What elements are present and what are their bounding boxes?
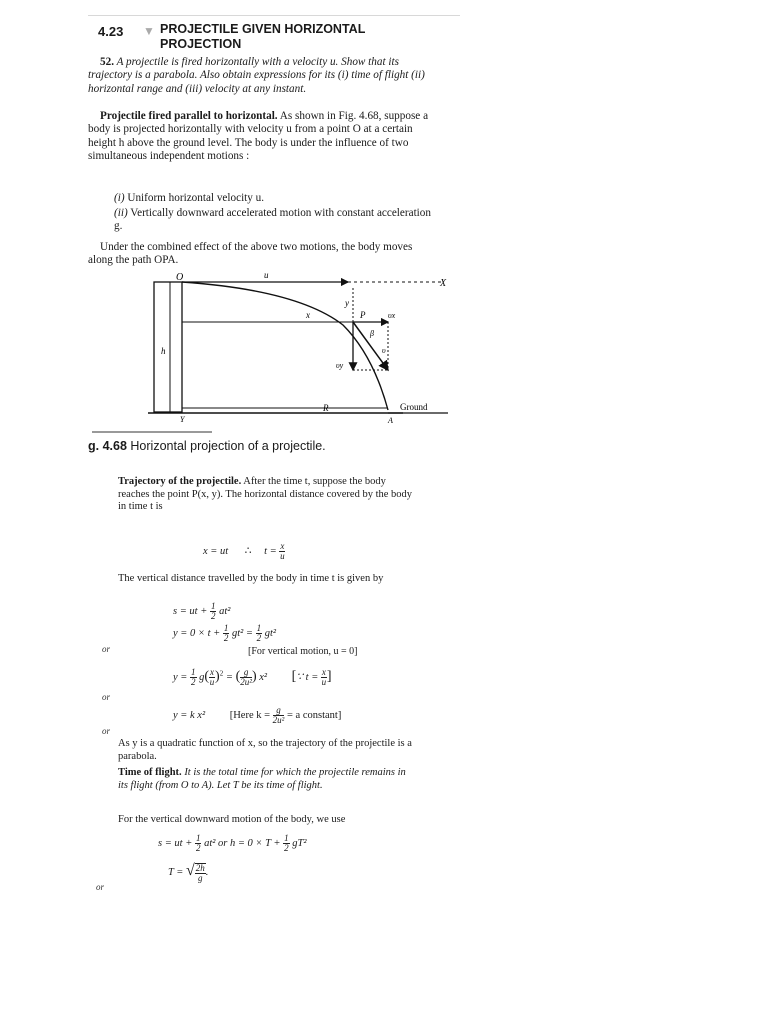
motion-item-2 xyxy=(114,207,439,234)
vertical-intro: The vertical distance travelled by the body in time t is given by xyxy=(118,573,384,584)
note-vertical-motion: [For vertical motion, u = 0] xyxy=(248,646,358,657)
eq-h-b: at² or h = 0 × T + xyxy=(204,837,281,849)
label-beta: β xyxy=(370,329,374,338)
label-y: y xyxy=(345,298,349,308)
half-fraction xyxy=(210,602,217,621)
frac-den: u xyxy=(321,677,327,687)
frac-num: x xyxy=(210,667,215,677)
eq-t-lhs: t = xyxy=(264,545,277,557)
eq-h-c: gT² xyxy=(292,837,307,849)
side-or-1: or xyxy=(102,644,111,654)
frac-num: x xyxy=(280,541,285,551)
frac-den: 2 xyxy=(191,677,196,687)
half-fraction xyxy=(223,624,230,643)
eq-y1-right: gt² xyxy=(264,627,277,639)
section-triangle-icon: ▼ xyxy=(143,24,155,38)
label-vy: υy xyxy=(336,361,344,370)
trajectory-curve xyxy=(182,282,388,410)
caption-text: Horizontal projection of a projectile. xyxy=(130,439,326,453)
caption-separator xyxy=(92,431,212,433)
equation-s xyxy=(173,602,230,621)
label-y-axis: Y xyxy=(180,415,185,424)
section-number: 4.23 xyxy=(98,24,124,39)
half-fraction xyxy=(195,834,202,853)
side-or-2: or xyxy=(102,692,111,702)
frac-den: 2 xyxy=(195,843,201,853)
problem-text: A projectile is fired horizontally with a velocity u. Show that its trajectory is a parabola. Also obtain expressions for its (i) time of flight (ii) horizontal range and (iii) velocity at any instant. xyxy=(88,56,425,95)
side-or-4: or xyxy=(96,882,105,892)
frac-den: u xyxy=(209,677,215,687)
side-or-3: or xyxy=(102,726,111,736)
trajectory-paragraph xyxy=(118,476,418,514)
label-u: u xyxy=(264,270,269,280)
eq-y3-left: y = k x² xyxy=(173,709,206,721)
equation-y3 xyxy=(173,706,341,725)
frac-num: 1 xyxy=(256,623,262,633)
textbook-page xyxy=(88,12,448,892)
label-a: A xyxy=(388,416,393,425)
equation-t xyxy=(168,862,208,883)
equation-y1 xyxy=(173,624,276,643)
k-note-start: [Here k = xyxy=(229,709,271,721)
frac-num: g xyxy=(273,706,285,716)
motion-item-1 xyxy=(114,192,439,205)
frac-num: 1 xyxy=(284,833,289,843)
frac-den: 2u² xyxy=(272,715,285,725)
trajectory-line1: After the time t, suppose the body reaches the point P(x, y). xyxy=(118,476,386,500)
eq-t-end: . xyxy=(205,867,209,878)
eq-t-lhs: T = xyxy=(168,867,184,878)
equation-y2: y = $\frac{1}{2}$ g( $\frac{x}{u}$ )$^2$ = ( $\frac{g}{\text{2u²}}$ ) x² [∵ t = $\frac{x}{u}$ ] xyxy=(173,667,332,687)
x-over-u-fraction xyxy=(279,542,285,561)
time-of-flight-text: It is the total time for which the projectile remains in its flight (from O to A). Let T be its time of flight. xyxy=(118,767,406,791)
section-title: PROJECTILE GIVEN HORIZONTAL PROJECTION xyxy=(160,22,366,51)
eq-y1-mid: gt² = xyxy=(231,627,253,639)
frac-num: g xyxy=(240,668,252,678)
tower xyxy=(154,282,182,412)
frac-den: 2 xyxy=(210,611,216,621)
frac-den: 2u² xyxy=(240,677,252,687)
because-clause: ∵ t = xyxy=(296,671,319,683)
eq-s-right: at² xyxy=(219,605,231,617)
g-over-2u2-fraction xyxy=(240,668,252,687)
intro-text: As shown in Fig. 4.68, suppose a body is projected horizontally with velocity u from a point O at a certain height h above the ground level. The body is under the influence of two simultaneous independent motions : xyxy=(88,110,429,163)
sqrt-symbol: √ xyxy=(186,862,195,879)
label-r: R xyxy=(323,403,329,413)
problem-statement xyxy=(88,56,438,96)
problem-number: 52. xyxy=(100,56,114,68)
frac-num: 1 xyxy=(195,833,201,843)
eq-h-a: s = ut + xyxy=(158,837,193,849)
half-fraction xyxy=(190,668,197,687)
frac-den: u xyxy=(280,551,285,561)
frac-num: x xyxy=(321,667,326,677)
frac-num: 1 xyxy=(210,601,216,611)
eq-x-lhs: x = ut xyxy=(203,545,229,557)
label-p: P xyxy=(360,310,366,320)
intro-paragraph xyxy=(88,110,438,164)
frac-den: 2 xyxy=(256,633,262,643)
frac-den: g xyxy=(198,872,203,883)
projectile-figure xyxy=(148,270,447,430)
label-x-axis: X xyxy=(440,278,447,289)
intro-lead: Projectile fired parallel to horizontal. xyxy=(100,110,278,122)
motion-marker: (i) xyxy=(114,192,125,204)
equation-x xyxy=(203,542,285,561)
eq-y2-left: y = xyxy=(173,671,188,683)
eq-s-left: s = ut + xyxy=(173,605,208,617)
label-o: O xyxy=(176,272,184,283)
k-note-end: = a constant] xyxy=(287,709,342,721)
motion-text: Vertically downward accelerated motion with constant acceleration g. xyxy=(114,207,431,233)
half-fraction xyxy=(283,834,290,853)
frac-num: 1 xyxy=(223,623,229,633)
label-x: x xyxy=(306,310,310,320)
eq-y2-equals: = xyxy=(225,671,233,683)
label-h: h xyxy=(161,346,166,356)
caption-prefix: g. 4.68 xyxy=(88,439,127,453)
motion-text: Uniform horizontal velocity u. xyxy=(127,192,265,204)
downward-motion-line: For the vertical downward motion of the body, we use xyxy=(118,814,346,825)
label-vx: υx xyxy=(388,311,396,320)
half-fraction xyxy=(256,624,263,643)
frac-num: 1 xyxy=(191,667,196,677)
label-ground: Ground xyxy=(400,402,428,412)
parabola-conclusion: As y is a quadratic function of x, so the trajectory of the projectile is a parabola. xyxy=(118,738,412,762)
eq-y2-x2: x² xyxy=(259,671,268,683)
square-exponent: 2 xyxy=(219,669,224,678)
top-rule xyxy=(88,15,460,16)
sqrt-fraction xyxy=(195,863,206,883)
trajectory-line2: The horizontal distance covered by the body in time t is xyxy=(118,488,413,513)
label-v: υ xyxy=(382,346,386,355)
therefore-symbol: ∴ xyxy=(244,545,252,557)
equation-h xyxy=(158,834,307,853)
frac-den: 2 xyxy=(284,843,289,853)
motion-marker: (ii) xyxy=(114,207,128,219)
combined-paragraph: Under the combined effect of the above two motions, the body moves along the path OPA. xyxy=(88,241,413,267)
figure-caption xyxy=(88,439,326,453)
frac-num: 2h xyxy=(195,862,205,873)
time-of-flight-lead: Time of flight. xyxy=(118,767,182,778)
eq-y2-g: g xyxy=(199,671,205,683)
trajectory-lead: Trajectory of the projectile. xyxy=(118,476,242,487)
eq-y1-left: y = 0 × t + xyxy=(173,627,221,639)
frac-den: 2 xyxy=(223,633,229,643)
time-of-flight-paragraph xyxy=(118,767,418,792)
k-fraction xyxy=(273,706,285,725)
